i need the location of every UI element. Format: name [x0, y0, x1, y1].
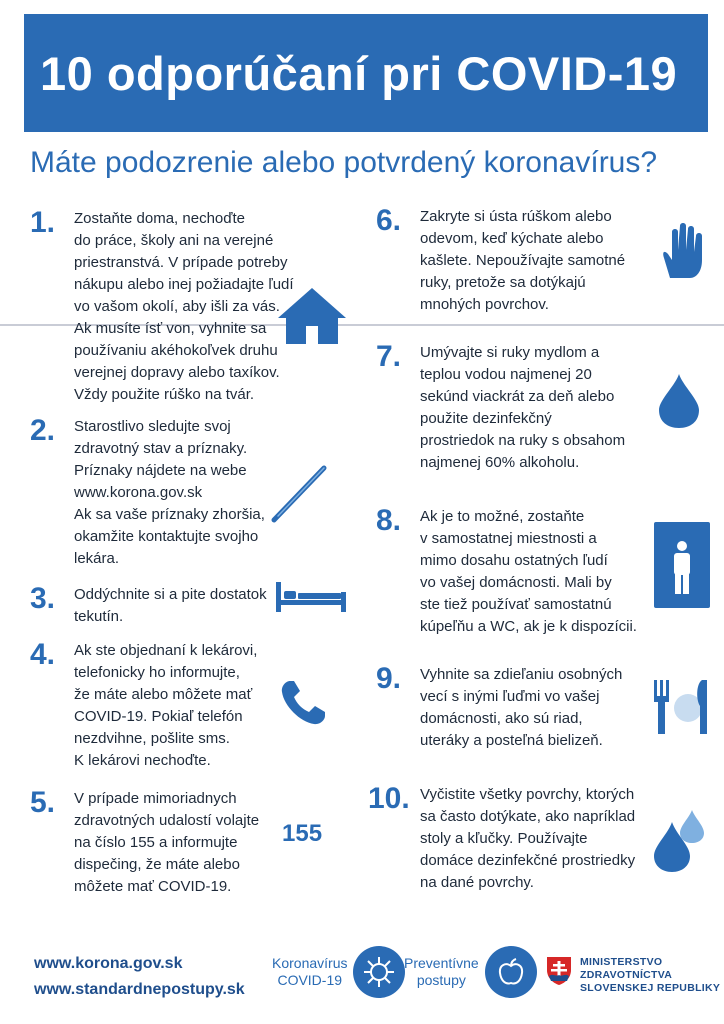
- recommendation-number: 10.: [368, 782, 410, 815]
- recommendation-text: Starostlivo sledujte svoj zdravotný stav a príznaky. Príznaky nájdete na webe www.korona.gov.sk Ak sa vaše príznaky zhoršia, okamžite kontaktujte svojho lekára.: [74, 418, 265, 567]
- recommendation-number: 9.: [376, 662, 402, 695]
- recommendation-number: 7.: [376, 340, 402, 373]
- recommendation-number: 6.: [376, 204, 402, 237]
- cutlery-icon: [652, 678, 712, 736]
- recommendation-number: 4.: [30, 638, 56, 671]
- water-drop-icon: [657, 372, 701, 430]
- slovak-coat-of-arms-icon: [546, 956, 572, 986]
- recommendation-number: 1.: [30, 206, 56, 239]
- bed-icon: [276, 580, 346, 614]
- covid-logo: [272, 946, 405, 998]
- title-banner: [24, 14, 708, 132]
- recommendation-text: Vyčistite všetky povrchy, ktorých sa často dotýkate, ako napríklad stoly a kľučky. Používajte domáce dezinfekčné prostriedky na dané povrchy.: [420, 786, 636, 891]
- recommendation-number: 8.: [376, 504, 402, 537]
- covid-logo-text: Koronavírus COVID-19: [272, 955, 348, 988]
- page-subtitle: Máte podozrenie alebo potvrdený koronavírus?: [30, 146, 658, 179]
- footer-links: [34, 951, 245, 1003]
- phone-icon: [278, 678, 328, 728]
- preventive-logo-text: Preventívne postupy: [404, 955, 479, 988]
- recommendation-text: Umývajte si ruky mydlom a teplou vodou najmenej 20 sekúnd viackrát za deň alebo použite dezinfekčný prostriedok na ruky s obsahom najmenej 60% alkoholu.: [420, 344, 626, 471]
- recommendation-text: Ak ste objednaní k lekárovi, telefonicky ho informujte, že máte alebo môžete mať COVID-19. Pokiaľ telefón nezdvihne, pošlite sms. K lekárovi nechoďte.: [74, 642, 258, 769]
- recommendation-text: Vyhnite sa zdieľaniu osobných vecí s inými ľuďmi vo vašej domácnosti, ako sú riad, uteráky a posteľná bielizeň.: [420, 666, 623, 749]
- page-title: 10 odporúčaní pri COVID-19: [40, 46, 678, 100]
- person-room-icon: [654, 522, 710, 608]
- thermometer-icon: [268, 462, 330, 526]
- ministry-logo: [546, 956, 720, 995]
- recommendation-text: Ak je to možné, zostaňte v samostatnej miestnosti a mimo dosahu ostatných ľudí vo vašej domácnosti. Mali by ste tiež používať samostatnú kúpeľňu a WC, ak je k dispozícii.: [420, 508, 637, 635]
- apple-icon: [485, 946, 537, 998]
- recommendation-number: 5.: [30, 786, 56, 819]
- two-drops-icon: [652, 808, 708, 874]
- recommendation-text: V prípade mimoriadnych zdravotných udalostí volajte na číslo 155 a informujte dispečing, že máte alebo môžete mať COVID-19.: [74, 790, 260, 895]
- virus-icon: [353, 946, 405, 998]
- recommendation-number: 2.: [30, 414, 56, 447]
- ministry-name: MINISTERSTVO ZDRAVOTNÍCTVA SLOVENSKEJ REPUBLIKY: [580, 956, 721, 994]
- recommendation-number: 3.: [30, 582, 56, 615]
- recommendation-text: Zakryte si ústa rúškom alebo odevom, keď kýchate alebo kašlete. Nepoužívajte samotné ruky, pretože sa dotýkajú mnohých povrchov.: [420, 208, 626, 313]
- recommendation-text: Oddýchnite si a pite dostatok tekutín.: [74, 586, 267, 625]
- preventive-logo: [404, 946, 537, 998]
- hand-icon: [656, 222, 708, 280]
- recommendation-text: Zostaňte doma, nechoďte do práce, školy ani na verejné priestranstvá. V prípade potreby nákupu alebo inej požiadajte ľudí vo vašom okolí, aby išli za vás. Ak musíte ísť von, vyhnite sa používaniu akéhokoľvek druhu verejnej dopravy alebo taxíkov. Vždy použite rúško na tvár.: [74, 210, 294, 403]
- footer-link-korona[interactable]: www.korona.gov.sk: [34, 955, 183, 972]
- footer-link-standardnepostupy[interactable]: www.standardnepostupy.sk: [34, 981, 245, 998]
- emergency-number: 155: [282, 820, 323, 847]
- house-icon: [276, 286, 348, 346]
